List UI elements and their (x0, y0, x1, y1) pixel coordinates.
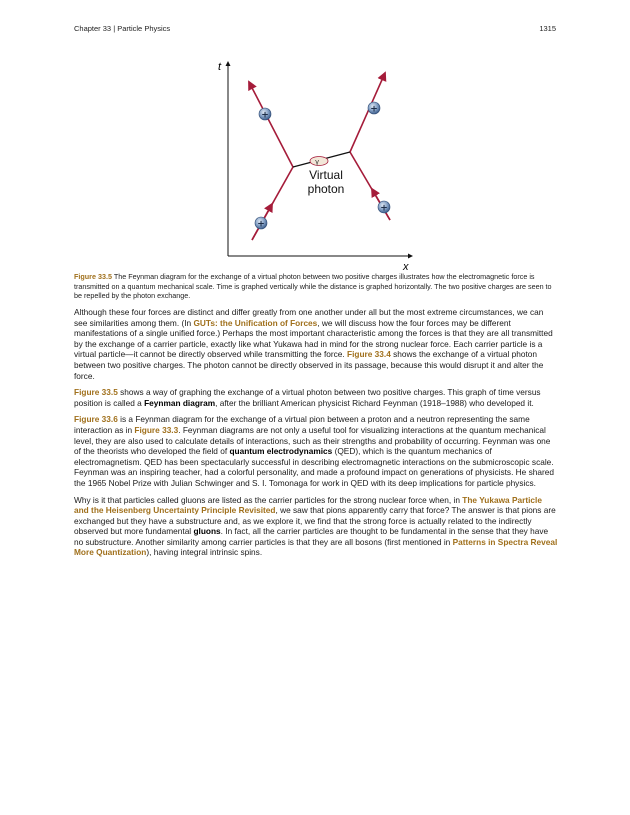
virtual-photon-label-line1: Virtual (309, 168, 343, 182)
paragraph: Why is it that particles called gluons are listed as the carrier particles for the strong nuclear force when, in The Yukawa Particle and the Heisenberg Uncertainty Principle Revisited, we saw that pions apparently carry that force? The answer is that pions are exchanged but they have a substructure and, as we explore it, we find that the strong force is actually related to the indirectly observed but more fundamental gluons. In fact, all the carrier particles are thought to be fundamental in the sense that they have no substructure. Another similarity among carrier particles is that they are all bosons (first mentioned in Patterns in Spectra Reveal More Quantization), having integral intrinsic spins. (74, 494, 558, 558)
link-figure-33-4[interactable]: Figure 33.4 (347, 349, 391, 360)
time-axis-label: t (218, 61, 222, 73)
term-qed: quantum electrodynamics (229, 446, 333, 457)
paragraph: Figure 33.6 is a Feynman diagram for the exchange of a virtual pion between a proton and a neutron representing the same interaction as in Figure 33.3. Feynman diagrams are not only a useful tool for visualizing interactions at the quantum mechanical level, they are also used to calculate details of interactions, such as their strengths and probability of occurring. Feynman was one of the theorists who developed the field of quantum electrodynamics (QED), which is the quantum mechanics of electromagnetism. QED has been spectacularly successful in describing electromagnetic interactions on the submicroscopic scale. Feynman was an inspiring teacher, had a colorful personality, and made a profound impact on generations of physicists. He shared the 1965 Nobel Prize with Julian Schwinger and S. I. Tomonaga for work in QED with its deep implications for particle physics. (74, 414, 554, 488)
svg-text:+: + (261, 110, 269, 121)
outgoing-left-line (249, 82, 293, 167)
feynman-diagram (200, 52, 430, 274)
outgoing-right-line (350, 73, 385, 152)
paragraph: Although these four forces are distinct and differ greatly from one another under all but the most extreme circumstances, we can see similarities among them. (In GUTs: the Unification of Forces, we will discuss how the four forces may be different manifestations of a single unified force.) Perhaps the most important characteristic among the forces is that they are all transmitted by the exchange of a carrier particle, exactly like what Yukawa had in mind for the strong nuclear force. Each carrier particle is a virtual particle—it cannot be directly observed while transmitting the force. Figure 33.4 shows the exchange of a virtual photon between two positive charges. The photon cannot be directly observed in its passage, because this would disrupt it and alter the force. (74, 307, 553, 381)
term-feynman-diagram: Feynman diagram (144, 397, 216, 408)
svg-text:+: + (380, 203, 388, 214)
position-axis-label: x (403, 261, 409, 273)
virtual-photon-label-line2: photon (307, 182, 345, 196)
svg-text:+: + (257, 219, 265, 230)
charge-icon (368, 102, 380, 115)
caption-text: The Feynman diagram for the exchange of a virtual photon between two positive charges illustrates how the electromagnetic force is transmitted on a quantum mechanical scale. Time is graphed vertically while the distance is graphed horizontally. The two positive charges are seen to be repelled by the photon exchange. (74, 272, 552, 301)
charge-icon (378, 201, 390, 214)
link-yukawa-particle[interactable]: The Yukawa Particle and the Heisenberg Uncertainty Principle Revisited (74, 494, 542, 516)
paragraph: Figure 33.5 shows a way of graphing the exchange of a virtual photon between two positive charges. This graph of time versus position is called a Feynman diagram, after the brilliant American physicist Richard Feynman (1918–1988) who developed it. (74, 387, 541, 408)
link-patterns-in-spectra[interactable]: Patterns in Spectra Reveal More Quantization (74, 536, 558, 558)
link-figure-33-5[interactable]: Figure 33.5 (74, 387, 118, 398)
term-gluons: gluons (193, 526, 221, 537)
page-number: 1315 (539, 24, 556, 33)
svg-text:+: + (370, 104, 378, 115)
body-text (74, 307, 558, 564)
photon-symbol: γ (315, 158, 320, 166)
figure-label: Figure 33.5 (74, 272, 112, 281)
link-figure-33-6[interactable]: Figure 33.6 (74, 414, 118, 425)
charge-icon (259, 108, 271, 121)
figure-caption (74, 272, 558, 301)
link-figure-33-3[interactable]: Figure 33.3 (134, 424, 179, 435)
chapter-title: Chapter 33 | Particle Physics (74, 24, 171, 33)
link-guts-unification[interactable]: GUTs: the Unification of Forces (193, 317, 318, 328)
charge-icon (255, 217, 267, 230)
